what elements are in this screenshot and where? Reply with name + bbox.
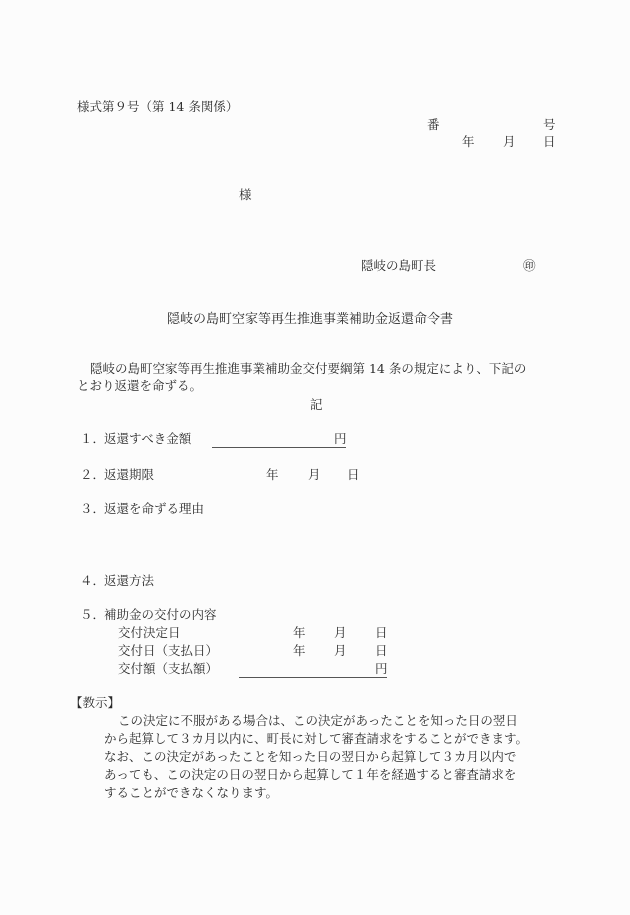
notice-line-4: あっても、この決定の日の翌日から起算して１年を経過すると審査請求を: [104, 767, 517, 782]
item-3-label: 返還を命ずる理由: [104, 501, 205, 516]
seal-mark: ㊞: [523, 258, 536, 273]
number-ban: 番: [427, 117, 440, 132]
item-2-label: 返還期限: [104, 467, 155, 482]
number-go: 号: [543, 117, 556, 132]
form-label: 様式第９号（第 14 条関係）: [77, 99, 239, 114]
item-1-label: 返還すべき金額: [104, 431, 192, 446]
item-1-amount-blank: [212, 447, 346, 448]
item-5-sub-1-month: 月: [334, 625, 347, 640]
item-5-sub-1-year: 年: [293, 625, 306, 640]
item-3-number: ３．: [80, 501, 106, 516]
item-5-sub-2-label: 交付日（支払日）: [118, 643, 219, 658]
item-2-month: 月: [308, 467, 321, 482]
item-5-sub-2-year: 年: [293, 643, 306, 658]
item-5-sub-3-yen: 円: [375, 661, 388, 676]
body-line-2: とおり返還を命ずる。: [77, 378, 203, 393]
item-1-yen: 円: [334, 431, 347, 446]
item-4-label: 返還方法: [104, 573, 155, 588]
body-line-1: 隠岐の島町空家等再生推進事業補助金交付要綱第 14 条の規定により、下記の: [90, 361, 527, 376]
item-2-year: 年: [266, 467, 279, 482]
addressee-suffix: 様: [239, 187, 252, 202]
issuer-name: 隠岐の島町長: [361, 258, 437, 273]
item-2-day: 日: [347, 467, 360, 482]
item-2-number: ２．: [80, 467, 106, 482]
date-year: 年: [462, 134, 475, 149]
item-5-label: 補助金の交付の内容: [104, 607, 217, 622]
notice-heading: 【教示】: [70, 695, 121, 710]
item-5-sub-3-label: 交付額（支払額）: [118, 661, 219, 676]
notice-line-2: から起算して３カ月以内に、町長に対して審査請求をすることができます。: [104, 731, 529, 746]
item-1-number: １．: [80, 431, 106, 446]
item-5-sub-2-day: 日: [375, 643, 388, 658]
item-5-sub-3-amount-blank: [239, 677, 387, 678]
item-5-sub-1-day: 日: [375, 625, 388, 640]
notice-line-3: なお、この決定があったことを知った日の翌日から起算して３カ月以内で: [104, 749, 517, 764]
item-5-sub-2-month: 月: [334, 643, 347, 658]
date-month: 月: [503, 134, 516, 149]
item-5-sub-1-label: 交付決定日: [118, 625, 181, 640]
document-title: 隠岐の島町空家等再生推進事業補助金返還命令書: [167, 312, 454, 327]
notice-line-5: することができなくなります。: [104, 785, 279, 800]
ki-heading: 記: [310, 397, 323, 412]
item-5-number: ５．: [80, 607, 106, 622]
item-4-number: ４．: [80, 573, 106, 588]
notice-line-1: この決定に不服がある場合は、この決定があったことを知った日の翌日: [118, 713, 518, 728]
date-day: 日: [543, 134, 556, 149]
